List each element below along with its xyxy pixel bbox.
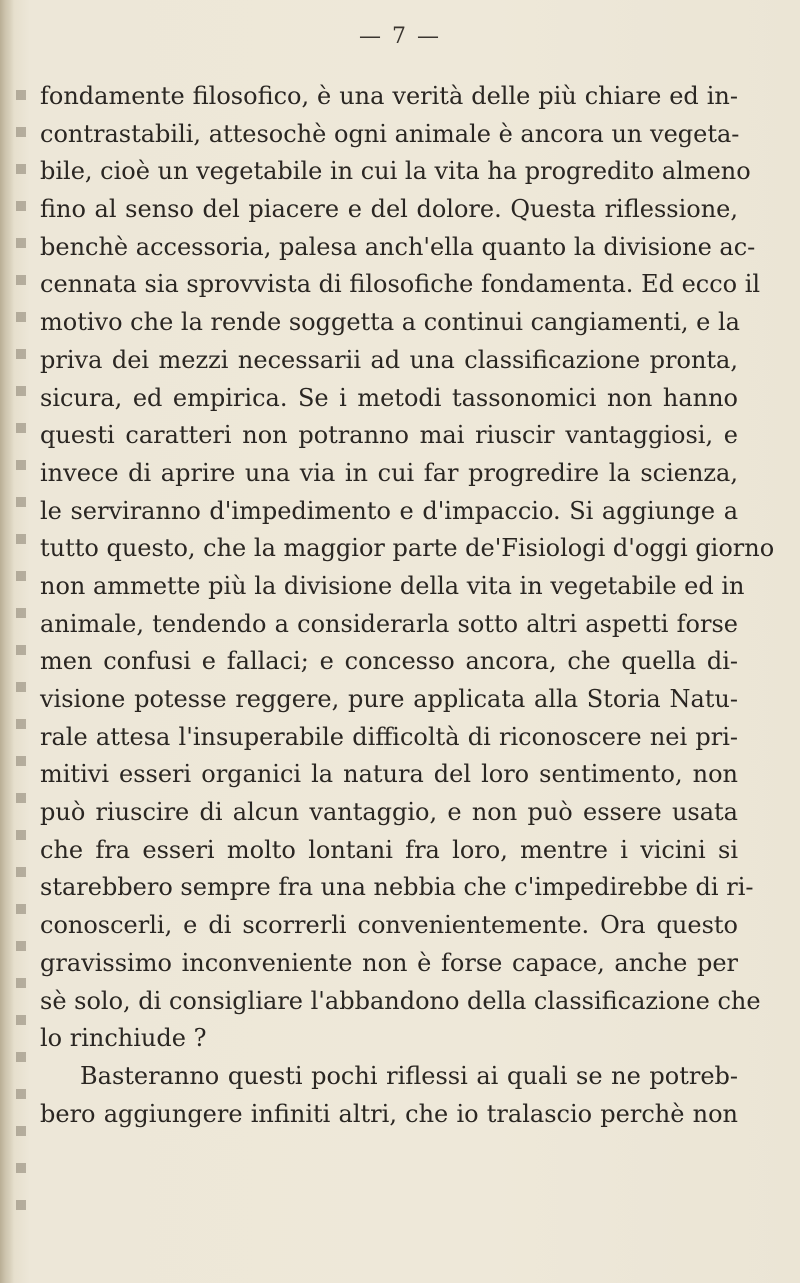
text-line: motivo che la rende soggetta a continui cangiamenti, e la	[40, 308, 740, 337]
text-line-paragraph-start: Basteranno questi pochi riflessi ai quali se ne potreb-	[80, 1061, 738, 1090]
text-line: visione potesse reggere, pure applicata alla Storia Natu-	[40, 685, 738, 713]
text-line: fondamente filosofico, è una verità delle più chiare ed in-	[40, 82, 738, 110]
text-line: rale attesa l'insuperabile difficoltà di riconoscere nei pri-	[40, 722, 738, 751]
text-line: conoscerli, e di scorrerli convenientemente. Ora questo	[40, 911, 738, 940]
margin-show-through	[16, 90, 26, 1230]
text-line: può riuscire di alcun vantaggio, e non può essere usata	[40, 798, 738, 827]
text-line: bero aggiungere infiniti altri, che io tralascio perchè non	[40, 1099, 738, 1128]
text-line: fino al senso del piacere e del dolore. Questa riflessione,	[40, 195, 738, 224]
body-text	[40, 78, 775, 1133]
text-line: tutto questo, che la maggior parte de'Fisiologi d'oggi giorno	[40, 534, 775, 563]
text-line: sè solo, di consigliare l'abbandono della classificazione che	[40, 986, 761, 1015]
text-line: animale, tendendo a considerarla sotto altri aspetti forse	[40, 609, 738, 638]
text-line: questi caratteri non potranno mai riuscir vantaggiosi, e	[40, 421, 738, 450]
text-line: men confusi e fallaci; e concesso ancora, che quella di-	[40, 647, 738, 676]
text-line: sicura, ed empirica. Se i metodi tassonomici non hanno	[40, 383, 738, 412]
text-line: contrastabili, attesochè ogni animale è ancora un vegeta-	[40, 119, 740, 148]
page-number: — 7 —	[359, 24, 441, 49]
text-line: invece di aprire una via in cui far progredire la scienza,	[40, 458, 738, 487]
text-line: benchè accessoria, palesa anch'ella quanto la divisione ac-	[40, 232, 756, 261]
text-line: le serviranno d'impedimento e d'impaccio. Si aggiunge a	[40, 496, 738, 525]
text-line: che fra esseri molto lontani fra loro, mentre i vicini si	[40, 835, 738, 864]
text-line: priva dei mezzi necessarii ad una classificazione pronta,	[40, 345, 738, 374]
text-line: bile, cioè un vegetabile in cui la vita ha progredito almeno	[40, 157, 751, 186]
text-line: non ammette più la divisione della vita in vegetabile ed in	[40, 571, 745, 600]
text-line: cennata sia sprovvista di filosofiche fondamenta. Ed ecco il	[40, 270, 761, 299]
page-binding-edge	[0, 0, 14, 1283]
text-line: starebbero sempre fra una nebbia che c'impedirebbe di ri-	[40, 873, 754, 902]
text-line: gravissimo inconveniente non è forse capace, anche per	[40, 948, 738, 977]
text-line-paragraph-end: lo rinchiude ?	[40, 1024, 207, 1053]
text-line: mitivi esseri organici la natura del loro sentimento, non	[40, 760, 738, 789]
